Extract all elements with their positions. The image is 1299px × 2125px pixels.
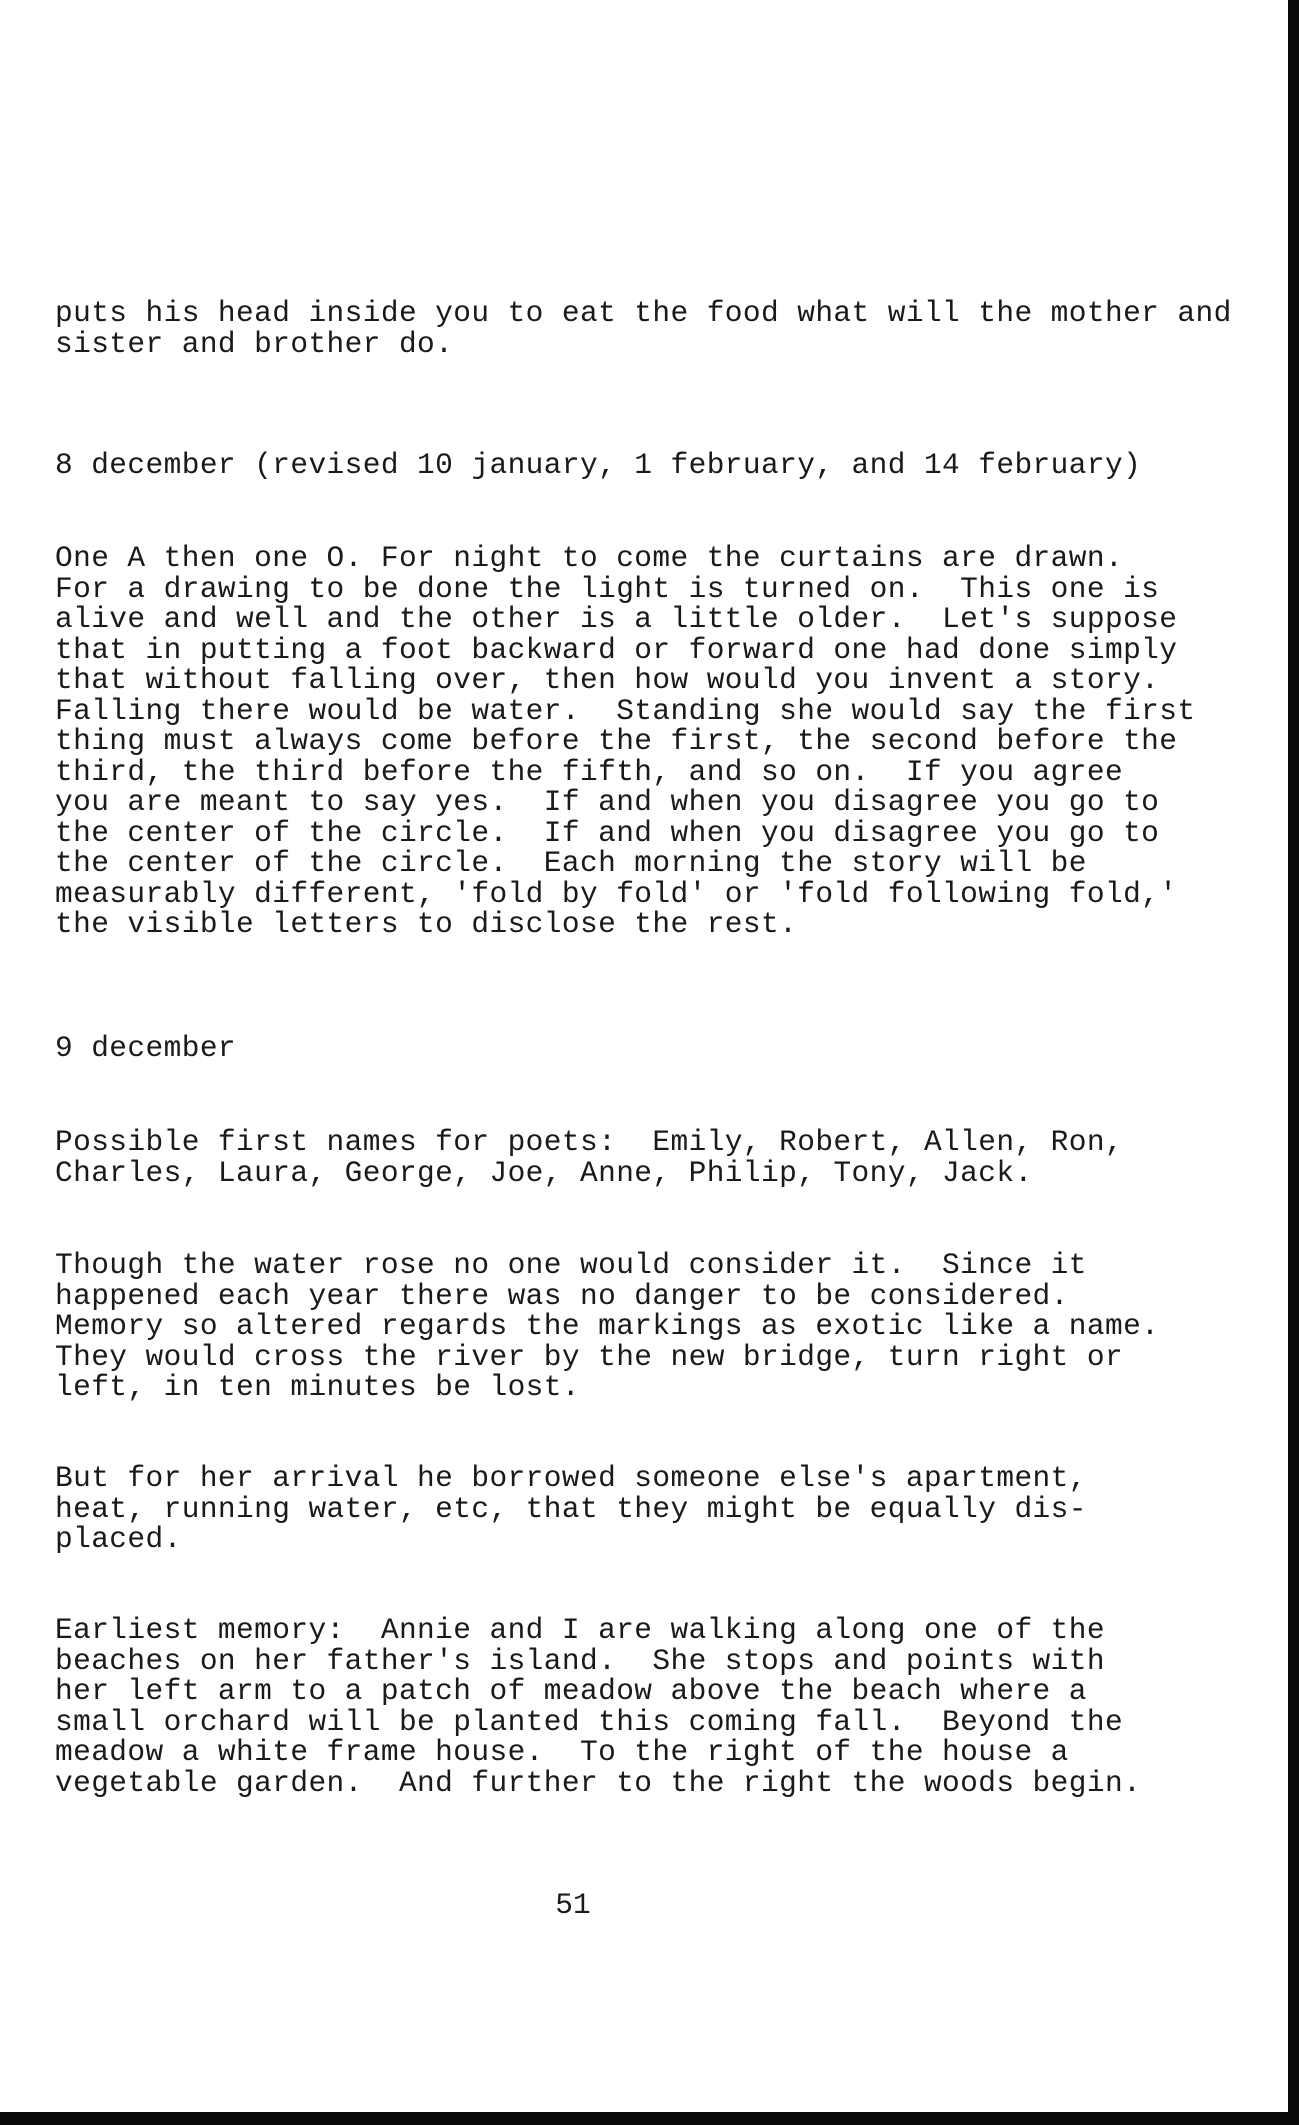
scan-edge-right (1288, 0, 1299, 2125)
scan-edge-bottom (0, 2112, 1299, 2125)
entry-paragraph: Possible first names for poets: Emily, Robert, Allen, Ron, Charles, Laura, George, Joe, Anne, Philip, Tony, Jack. (55, 1125, 1124, 1190)
entry-paragraph: But for her arrival he borrowed someone else's apartment, heat, running water, etc, that they might be equally dis- placed. (55, 1461, 1087, 1556)
page-number: 51 (555, 1888, 591, 1922)
entry-paragraph: Though the water rose no one would consider it. Since it happened each year there was no danger to be considered. Memory so altered regards the markings as exotic like a name. They would cross the river by the new bridge, turn right or left, in ten minutes be lost. (55, 1248, 1160, 1404)
entry-paragraph: Earliest memory: Annie and I are walking along one of the beaches on her father's island. She stops and points with her left arm to a patch of meadow above the beach where a small orchard will be planted this coming fall. Beyond the meadow a white frame house. To the right of the house a vegetable garden. And further to the right the woods begin. (55, 1613, 1142, 1800)
entry-date-9-december: 9 december (55, 1031, 237, 1065)
entry-paragraph: One A then one O. For night to come the curtains are drawn. For a drawing to be done the light is turned on. This one is alive and well and the other is a little older. Let's suppose that in putting a foot backward or forward one had done simply that without falling over, then how would you invent a story. Falling there would be water. Standing she would say the first thing must always come before the first, the second before the third, the third before the fifth, and so on. If you agree you are meant to say yes. If and when you disagree you go to the center of the circle. If and when you disagree you go to the center of the circle. Each morning the story will be measurably different, 'fold by fold' or 'fold following fold,' the visible letters to disclose the rest. (55, 541, 1196, 941)
continued-paragraph: puts his head inside you to eat the food what will the mother and sister and brother do. (55, 296, 1232, 361)
entry-date-8-december: 8 december (revised 10 january, 1 february, and 14 february) (55, 448, 1142, 482)
